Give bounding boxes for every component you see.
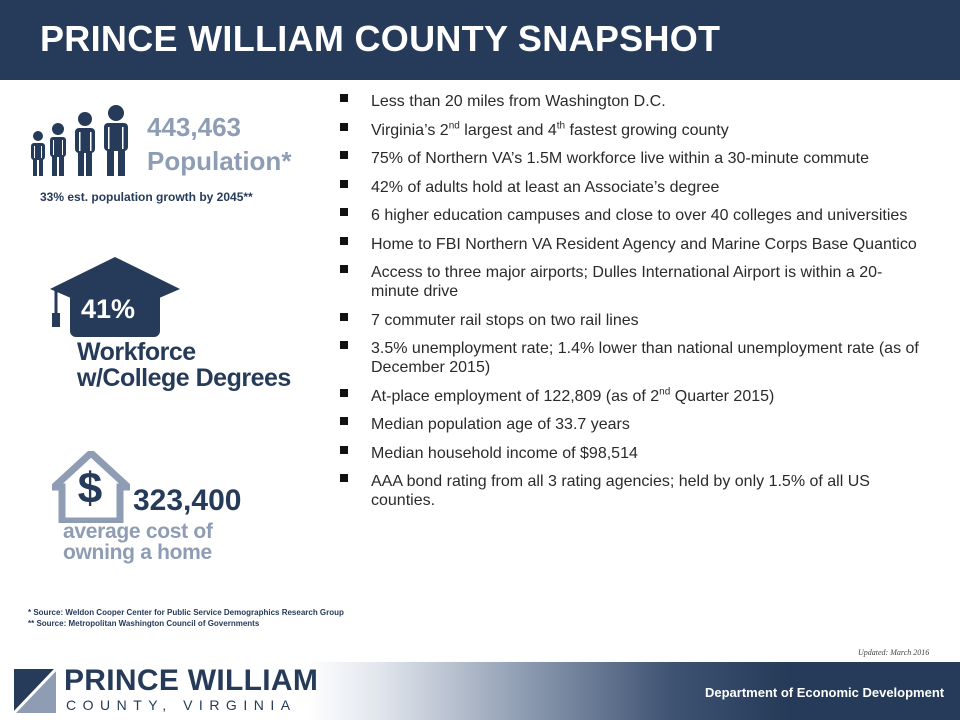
bullet-square-icon bbox=[340, 180, 348, 188]
bullet-square-icon bbox=[340, 151, 348, 159]
fact-item: Virginia’s 2nd largest and 4th fastest growing county bbox=[340, 121, 930, 140]
fact-item: Median household income of $98,514 bbox=[340, 444, 930, 463]
bullet-square-icon bbox=[340, 417, 348, 425]
home-cost-label-line1: average cost of bbox=[63, 520, 213, 543]
source-note-1: * Source: Weldon Cooper Center for Public Service Demographics Research Group bbox=[28, 608, 344, 617]
fact-item: 42% of adults hold at least an Associate’s degree bbox=[340, 178, 930, 197]
fact-item: 7 commuter rail stops on two rail lines bbox=[340, 311, 930, 330]
department-name: Department of Economic Development bbox=[705, 685, 945, 700]
home-cost-value: 323,400 bbox=[133, 484, 242, 517]
source-note-2: ** Source: Metropolitan Washington Council of Governments bbox=[28, 619, 260, 628]
home-cost-label-line2: owning a home bbox=[63, 541, 212, 564]
bullet-square-icon bbox=[340, 313, 348, 321]
fact-item: Access to three major airports; Dulles International Airport is within a 20-minute drive bbox=[340, 263, 930, 301]
workforce-label-line1: Workforce bbox=[77, 338, 196, 366]
dollar-sign-icon: $ bbox=[77, 464, 103, 513]
fact-item: 6 higher education campuses and close to over 40 colleges and universities bbox=[340, 206, 930, 225]
workforce-label-line2: w/College Degrees bbox=[77, 364, 291, 392]
fact-item: Less than 20 miles from Washington D.C. bbox=[340, 92, 930, 111]
fact-item: Home to FBI Northern VA Resident Agency and Marine Corps Base Quantico bbox=[340, 235, 930, 254]
updated-date: Updated: March 2016 bbox=[858, 648, 930, 657]
fact-item: AAA bond rating from all 3 rating agencies; held by only 1.5% of all US counties. bbox=[340, 472, 930, 510]
bullet-square-icon bbox=[340, 265, 348, 273]
fact-item: Median population age of 33.7 years bbox=[340, 415, 930, 434]
bullet-square-icon bbox=[340, 474, 348, 482]
bullet-square-icon bbox=[340, 94, 348, 102]
logo-subtitle: COUNTY, VIRGINIA bbox=[66, 697, 297, 713]
population-value: 443,463 bbox=[147, 112, 241, 142]
fact-item: At-place employment of 122,809 (as of 2nd Quarter 2015) bbox=[340, 387, 930, 406]
people-icon bbox=[28, 104, 132, 176]
bullet-square-icon bbox=[340, 208, 348, 216]
bullet-square-icon bbox=[340, 341, 348, 349]
population-growth-note: 33% est. population growth by 2045** bbox=[40, 190, 253, 204]
page-title: PRINCE WILLIAM COUNTY SNAPSHOT bbox=[40, 18, 721, 59]
bullet-square-icon bbox=[340, 446, 348, 454]
bullet-square-icon bbox=[340, 123, 348, 131]
county-logo-mark-icon bbox=[14, 669, 56, 713]
workforce-percent: 41% bbox=[80, 294, 136, 324]
bullet-square-icon bbox=[340, 389, 348, 397]
fact-item: 3.5% unemployment rate; 1.4% lower than national unemployment rate (as of December 2015) bbox=[340, 339, 930, 377]
header-bar bbox=[0, 0, 960, 80]
fact-item: 75% of Northern VA’s 1.5M workforce live within a 30-minute commute bbox=[340, 149, 930, 168]
logo-name: PRINCE WILLIAM bbox=[64, 664, 319, 697]
population-label: Population* bbox=[147, 146, 292, 176]
bullet-square-icon bbox=[340, 237, 348, 245]
fact-list bbox=[340, 92, 930, 520]
